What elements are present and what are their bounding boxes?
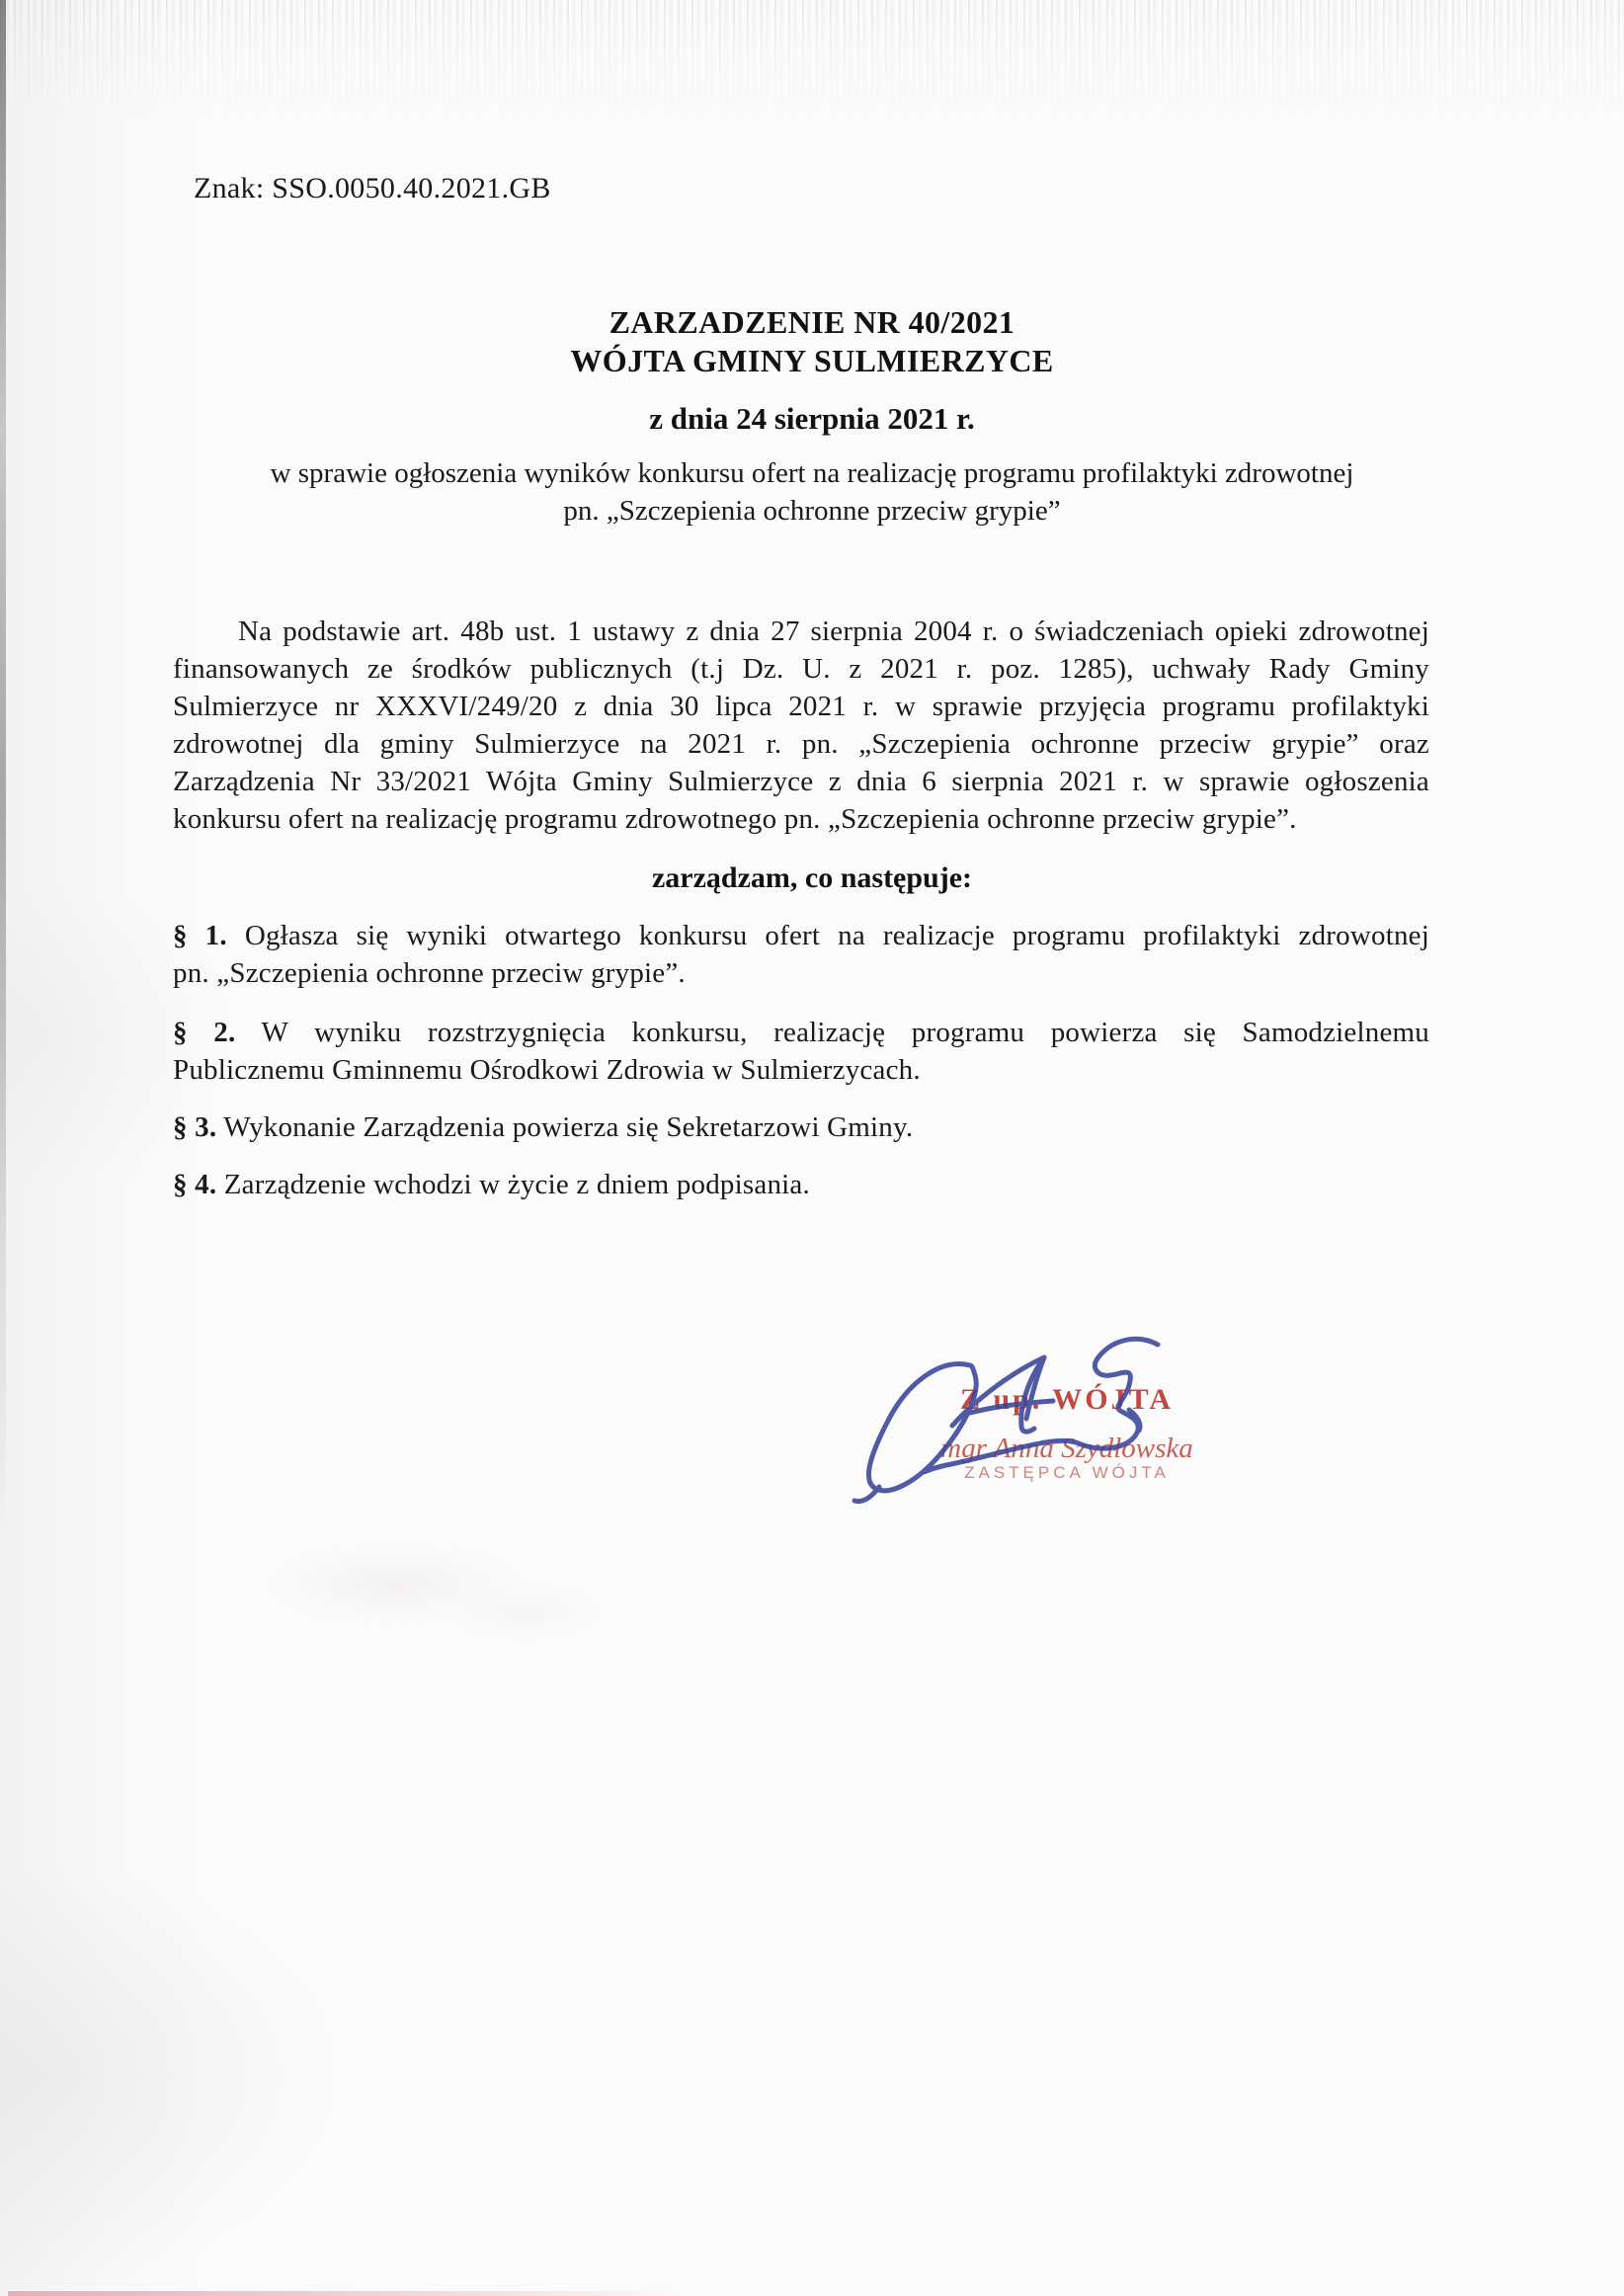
section-text: Ogłasza się wyniki otwartego konkursu ofert na realizacje programu profilaktyki zdrowotnej bbox=[226, 920, 1429, 951]
section-number: § 1. bbox=[173, 920, 227, 951]
scan-left-edge-shadow bbox=[0, 0, 6, 1541]
preamble-paragraph bbox=[173, 613, 1429, 838]
section-line bbox=[173, 1108, 1429, 1146]
document-subject-line2: pn. „Szczepienia ochronne przeciw grypie” bbox=[563, 495, 1061, 527]
section-3 bbox=[173, 1108, 1429, 1146]
document-reference-number: Znak: SSO.0050.40.2021.GB bbox=[194, 172, 551, 205]
section-line bbox=[173, 1166, 1429, 1203]
section-number: § 3. bbox=[173, 1111, 217, 1143]
scan-smudge bbox=[425, 1581, 622, 1640]
order-phrase: zarządzam, co następuje: bbox=[651, 861, 973, 894]
section-1 bbox=[173, 917, 1429, 992]
section-line bbox=[173, 917, 1429, 954]
section-2 bbox=[173, 1014, 1429, 1089]
handwritten-signature-ink bbox=[850, 1314, 1205, 1512]
preamble-line: Sulmierzyce nr XXXVI/249/20 z dnia 30 lipca 2021 r. w sprawie przyjęcia programu profilaktyki bbox=[173, 691, 1429, 722]
document-date-line: z dnia 24 sierpnia 2021 r. bbox=[649, 401, 975, 436]
stamp-name-line: mgr Anna Szydłowska bbox=[940, 1433, 1193, 1464]
stamp-title-line: ZASTĘPCA WÓJTA bbox=[964, 1463, 1170, 1482]
section-number: § 4. bbox=[173, 1169, 217, 1200]
section-number: § 2. bbox=[173, 1017, 236, 1048]
document-title-line1: ZARZADZENIE NR 40/2021 bbox=[609, 304, 1015, 340]
preamble-line: Zarządzenia Nr 33/2021 Wójta Gminy Sulmierzyce z dnia 6 sierpnia 2021 r. w sprawie ogłoszenia bbox=[173, 766, 1429, 797]
section-text: Wykonanie Zarządzenia powierza się Sekretarzowi Gminy. bbox=[216, 1111, 914, 1143]
document-subject-line1: w sprawie ogłoszenia wyników konkursu ofert na realizację programu profilaktyki zdrowotnej bbox=[270, 457, 1354, 489]
preamble-line: finansowanych ze środków publicznych (t.j Dz. U. z 2021 r. poz. 1285), uchwały Rady Gminy bbox=[173, 653, 1429, 685]
document-title-line2: WÓJTA GMINY SULMIERZYCE bbox=[570, 343, 1054, 378]
scan-top-streaks bbox=[0, 0, 1624, 119]
section-text: Zarządzenie wchodzi w życie z dniem podpisania. bbox=[216, 1169, 810, 1200]
section-line: pn. „Szczepienia ochronne przeciw grypie”. bbox=[173, 957, 686, 989]
scan-bottom-edge-line bbox=[8, 2291, 690, 2296]
section-line: Publicznemu Gminnemu Ośrodkowi Zdrowia w Sulmierzycach. bbox=[173, 1054, 921, 1086]
stamp-authority-line: Z up. WÓJTA bbox=[959, 1383, 1175, 1416]
section-text: W wyniku rozstrzygnięcia konkursu, realizację programu powierza się Samodzielnemu bbox=[235, 1017, 1429, 1048]
preamble-line: konkursu ofert na realizację programu zdrowotnego pn. „Szczepienia ochronne przeciw grypie”. bbox=[173, 803, 1297, 835]
section-line bbox=[173, 1014, 1429, 1051]
section-4 bbox=[173, 1166, 1429, 1203]
preamble-line: Na podstawie art. 48b ust. 1 ustawy z dnia 27 sierpnia 2004 r. o świadczeniach opieki zdrowotnej bbox=[238, 615, 1429, 647]
preamble-line: zdrowotnej dla gminy Sulmierzyce na 2021 r. pn. „Szczepienia ochronne przeciw grypie” oraz bbox=[173, 728, 1429, 760]
